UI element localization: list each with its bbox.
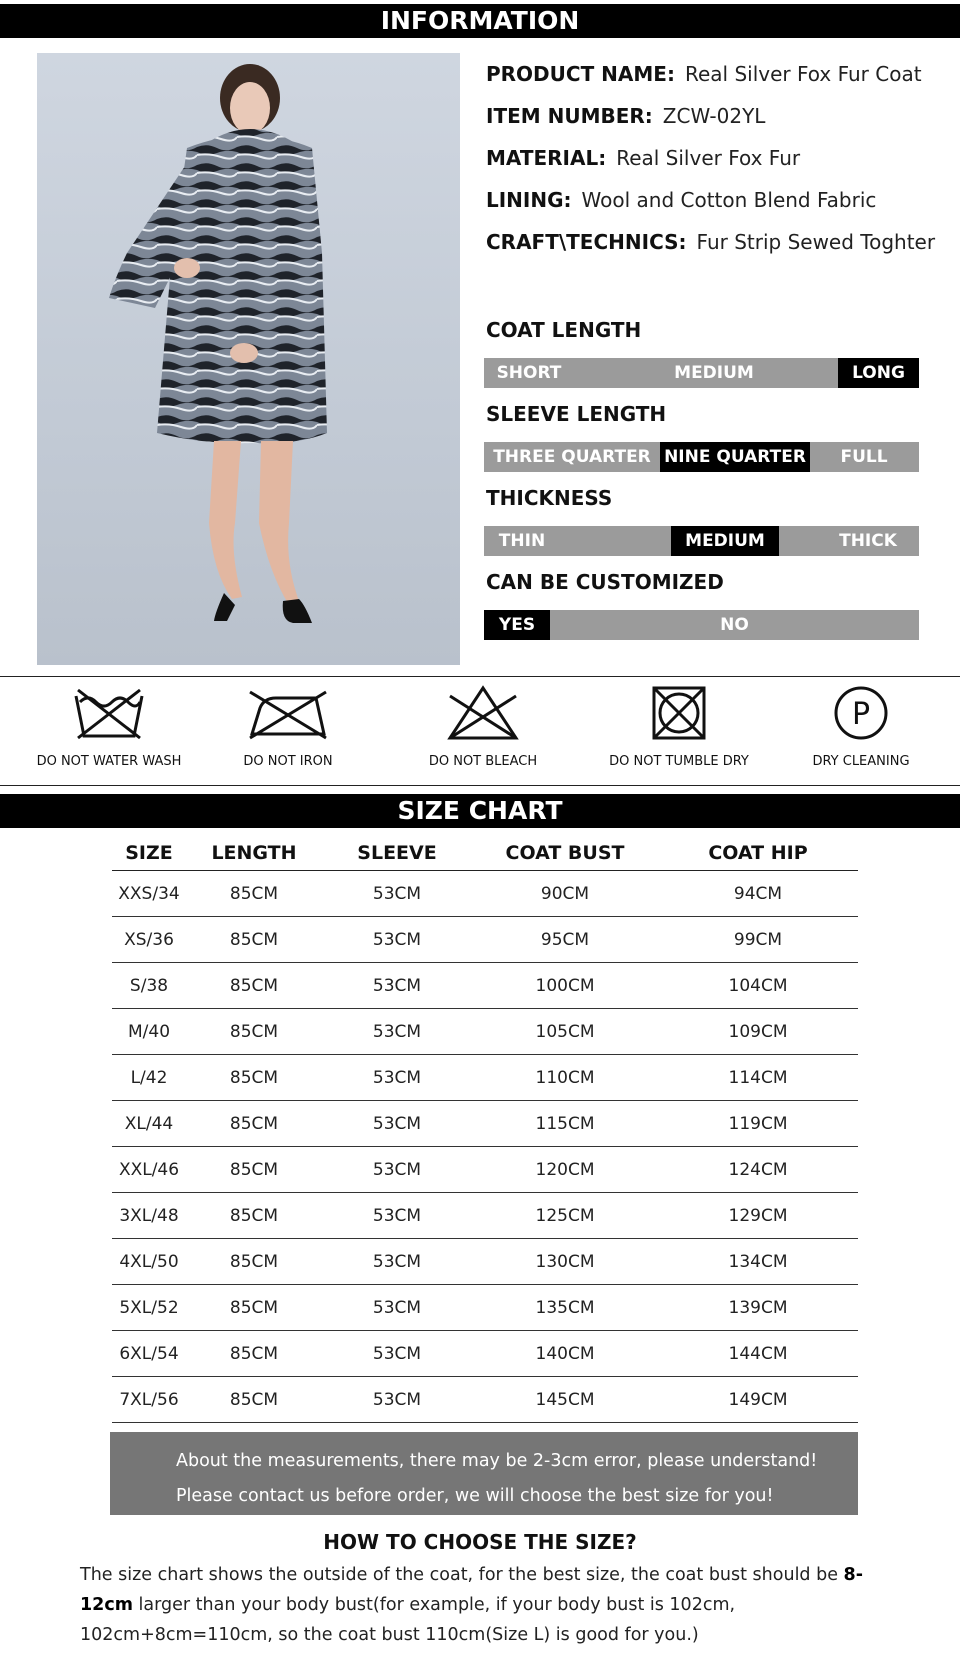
care-bottom-divider: [0, 785, 960, 786]
cell-coat-hip: 134CM: [728, 1252, 788, 1272]
care-caption-no-bleach: DO NOT BLEACH: [428, 754, 538, 769]
thickness-thin: THIN: [498, 531, 546, 551]
sleeve-length-label: SLEEVE LENGTH: [486, 402, 667, 426]
measurement-note: [110, 1432, 858, 1515]
cell-coat-bust: 135CM: [535, 1298, 595, 1318]
table-row: [112, 1377, 858, 1423]
cell-coat-hip: 144CM: [728, 1344, 788, 1364]
care-caption-no-wash: DO NOT WATER WASH: [36, 754, 182, 769]
size-table: [112, 833, 858, 1423]
cell-sleeve: 53CM: [372, 1390, 422, 1410]
cell-length: 85CM: [229, 1206, 279, 1226]
how-to-choose-title: HOW TO CHOOSE THE SIZE?: [323, 1530, 637, 1554]
care-dry-clean: [771, 684, 951, 769]
cell-size: M/40: [127, 1022, 171, 1042]
coat-length-long: LONG: [838, 358, 919, 388]
table-row: [112, 917, 858, 963]
cell-length: 85CM: [229, 1160, 279, 1180]
cell-coat-bust: 95CM: [540, 930, 590, 950]
information-banner: INFORMATION: [0, 4, 960, 38]
product-photo: [37, 53, 460, 665]
cell-sleeve: 53CM: [372, 976, 422, 996]
customized-bar: [484, 610, 919, 640]
thickness-bar: [484, 526, 919, 556]
product-name-line: [486, 62, 922, 86]
thickness-thick: THICK: [839, 531, 897, 551]
care-no-iron: [198, 684, 378, 769]
cell-size: XXL/46: [118, 1160, 180, 1180]
table-row: [112, 1101, 858, 1147]
table-row: [112, 1055, 858, 1101]
thickness-label: THICKNESS: [486, 486, 613, 510]
sleeve-length-nine-quarter: NINE QUARTER: [660, 442, 810, 472]
header-length: LENGTH: [211, 842, 297, 864]
cell-coat-hip: 124CM: [728, 1160, 788, 1180]
header-coat-hip: COAT HIP: [708, 842, 808, 864]
coat-length-short: SHORT: [496, 363, 562, 383]
care-caption-no-tumble-dry: DO NOT TUMBLE DRY: [609, 754, 749, 769]
cell-size: 6XL/54: [119, 1344, 179, 1364]
cell-size: 5XL/52: [119, 1298, 179, 1318]
cell-size: S/38: [129, 976, 169, 996]
material-line: [486, 146, 800, 170]
cell-coat-hip: 129CM: [728, 1206, 788, 1226]
cell-coat-bust: 120CM: [535, 1160, 595, 1180]
no-tumble-dry-icon: [650, 684, 708, 742]
coat-length-medium: MEDIUM: [674, 363, 754, 383]
care-no-wash: [19, 684, 199, 769]
cell-size: XL/44: [124, 1114, 174, 1134]
dry-clean-icon: [832, 684, 890, 742]
size-table-body: [112, 871, 858, 1423]
cell-length: 85CM: [229, 1344, 279, 1364]
dry-clean-symbol: P: [851, 697, 871, 732]
header-coat-bust: COAT BUST: [505, 842, 625, 864]
sleeve-length-full: FULL: [840, 447, 888, 467]
customized-yes: YES: [484, 610, 550, 640]
size-table-header: [112, 833, 858, 871]
customized-label: CAN BE CUSTOMIZED: [486, 570, 724, 594]
cell-coat-hip: 109CM: [728, 1022, 788, 1042]
product-name-label: PRODUCT NAME:: [486, 62, 675, 86]
cell-coat-hip: 104CM: [728, 976, 788, 996]
table-row: [112, 1009, 858, 1055]
cell-sleeve: 53CM: [372, 1160, 422, 1180]
cell-sleeve: 53CM: [372, 1252, 422, 1272]
care-top-divider: [0, 676, 960, 677]
how-text-after: larger than your body bust(for example, if your body bust is 102cm, 102cm+8cm=110cm, so the coat bust 110cm(Size L) is good for you.): [80, 1595, 736, 1645]
table-row: [112, 1193, 858, 1239]
care-caption-no-iron: DO NOT IRON: [243, 754, 333, 769]
cell-coat-bust: 145CM: [535, 1390, 595, 1410]
thickness-medium: MEDIUM: [671, 526, 779, 556]
note-line-1: About the measurements, there may be 2-3cm error, please understand!: [176, 1451, 818, 1471]
care-no-bleach: [393, 684, 573, 769]
how-text-highlight: 8-12cm: [80, 1565, 863, 1615]
no-wash-icon: [72, 684, 146, 742]
note-line-2: Please contact us before order, we will choose the best size for you!: [176, 1486, 774, 1506]
cell-size: 4XL/50: [119, 1252, 179, 1272]
craft-label: CRAFT\TECHNICS:: [486, 230, 687, 254]
cell-length: 85CM: [229, 976, 279, 996]
how-to-choose-text: [80, 1560, 900, 1650]
cell-length: 85CM: [229, 930, 279, 950]
cell-sleeve: 53CM: [372, 884, 422, 904]
table-row: [112, 1285, 858, 1331]
cell-sleeve: 53CM: [372, 1344, 422, 1364]
material-value: Real Silver Fox Fur: [616, 146, 801, 170]
cell-coat-bust: 105CM: [535, 1022, 595, 1042]
table-row: [112, 963, 858, 1009]
header-size: SIZE: [125, 842, 173, 864]
cell-sleeve: 53CM: [372, 1206, 422, 1226]
cell-coat-bust: 90CM: [540, 884, 590, 904]
cell-coat-bust: 125CM: [535, 1206, 595, 1226]
cell-length: 85CM: [229, 1298, 279, 1318]
sleeve-length-bar: [484, 442, 919, 472]
cell-size: 3XL/48: [119, 1206, 179, 1226]
lining-line: [486, 188, 876, 212]
cell-length: 85CM: [229, 1114, 279, 1134]
craft-value: Fur Strip Sewed Toghter: [696, 230, 936, 254]
table-row: [112, 1239, 858, 1285]
care-caption-dry-clean: DRY CLEANING: [812, 754, 910, 769]
cell-size: XXS/34: [118, 884, 180, 904]
size-chart-banner: SIZE CHART: [0, 794, 960, 828]
cell-coat-hip: 119CM: [728, 1114, 788, 1134]
model-illustration: [37, 53, 460, 665]
craft-line: [486, 230, 935, 254]
cell-size: XS/36: [124, 930, 174, 950]
coat-length-label: COAT LENGTH: [486, 318, 642, 342]
cell-coat-hip: 139CM: [728, 1298, 788, 1318]
no-bleach-icon: [446, 684, 520, 742]
cell-size: L/42: [130, 1068, 168, 1088]
cell-coat-bust: 110CM: [535, 1068, 595, 1088]
cell-sleeve: 53CM: [372, 930, 422, 950]
cell-length: 85CM: [229, 1022, 279, 1042]
lining-label: LINING:: [486, 188, 572, 212]
care-no-tumble-dry: [589, 684, 769, 769]
cell-sleeve: 53CM: [372, 1022, 422, 1042]
cell-sleeve: 53CM: [372, 1068, 422, 1088]
cell-length: 85CM: [229, 1068, 279, 1088]
how-text-before: The size chart shows the outside of the coat, for the best size, the coat bust should be: [80, 1565, 844, 1585]
item-number-label: ITEM NUMBER:: [486, 104, 653, 128]
cell-coat-bust: 115CM: [535, 1114, 595, 1134]
table-row: [112, 871, 858, 917]
product-name-value: Real Silver Fox Fur Coat: [684, 62, 922, 86]
cell-coat-bust: 130CM: [535, 1252, 595, 1272]
cell-coat-bust: 140CM: [535, 1344, 595, 1364]
cell-sleeve: 53CM: [372, 1114, 422, 1134]
table-row: [112, 1147, 858, 1193]
cell-coat-bust: 100CM: [535, 976, 595, 996]
cell-length: 85CM: [229, 884, 279, 904]
cell-coat-hip: 94CM: [733, 884, 783, 904]
header-sleeve: SLEEVE: [357, 842, 437, 864]
sleeve-length-three-quarter: THREE QUARTER: [493, 447, 651, 467]
cell-length: 85CM: [229, 1252, 279, 1272]
lining-value: Wool and Cotton Blend Fabric: [581, 188, 877, 212]
no-iron-icon: [246, 684, 330, 742]
customized-no: NO: [720, 615, 749, 635]
cell-length: 85CM: [229, 1390, 279, 1410]
cell-coat-hip: 149CM: [728, 1390, 788, 1410]
cell-coat-hip: 114CM: [728, 1068, 788, 1088]
item-number-line: [486, 104, 765, 128]
item-number-value: ZCW-02YL: [662, 104, 766, 128]
cell-size: 7XL/56: [119, 1390, 179, 1410]
cell-coat-hip: 99CM: [733, 930, 783, 950]
table-row: [112, 1331, 858, 1377]
cell-sleeve: 53CM: [372, 1298, 422, 1318]
coat-length-bar: [484, 358, 919, 388]
material-label: MATERIAL:: [486, 146, 607, 170]
